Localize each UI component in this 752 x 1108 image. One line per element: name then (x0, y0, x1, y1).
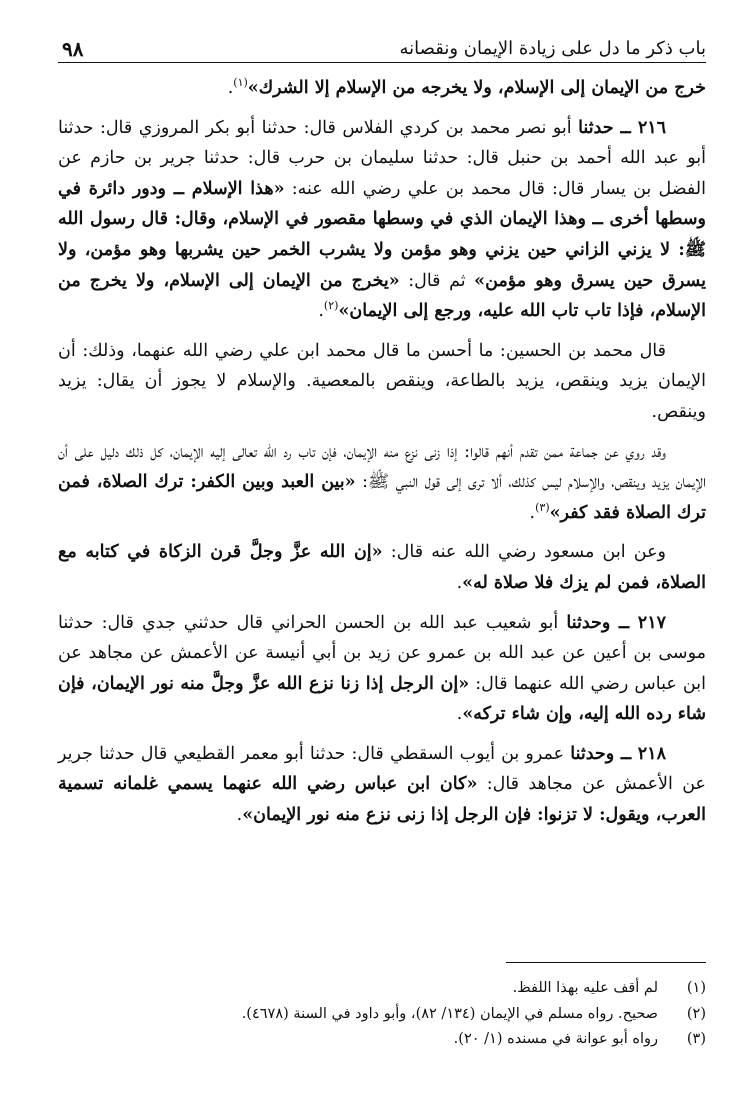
footnote (58, 976, 706, 1002)
footnote-number: (٣) (686, 1031, 706, 1047)
footnote-ref: (١) (233, 76, 248, 90)
hadith-quote: «هذا الإسلام ــ ودور دائرة في وسطها أخرى ــ وهذا الإيمان الذي في وسطها مقصور في الإسلام، وقال: قال رسول الله ﷺ: لا يزني الزاني حين يزني وهو مؤمن ولا يشرب الخمر حين يشربها وهو مؤمن، ولا يسرق حين يسرق وهو مؤمن» (58, 178, 707, 291)
commentary-paragraph: قال محمد بن الحسين: ما أحسن ما قال محمد ابن علي رضي الله عنهما، وذلك: أن الإيمان يزيد وينقص، يزيد بالطاعة، وينقص بالمعصية. والإسلام لا يجوز أن يقال: يزيد وينقص. (58, 340, 706, 422)
period: . (456, 704, 463, 725)
paragraph-text: وعن ابن مسعود رضي الله عنه قال: (382, 542, 666, 563)
hadith-218 (58, 739, 706, 831)
hadith-quote: «كان ابن عباس رضي الله عنهما يسمي غلمانه تسمية العرب، ويقول: لا تزنوا: فإن الرجل إذا زنى نزع منه نور الإيمان» (58, 774, 706, 826)
footnote (58, 1002, 706, 1028)
chain-text: أبو شعيب عبد الله بن الحسن الحراني قال حدثني جدي قال: حدثنا موسى بن أعين عن عبد الله بن عمرو عن زيد بن أبي أنيسة عن الأعمش عن مجاهد عن ابن عباس رضي الله عنهما قال: (58, 612, 706, 694)
hadith-216 (58, 113, 706, 327)
footnote-text: صحيح. رواه مسلم في الإيمان (١٣٤/ ٨٢)، وأبو داود في السنة (٤٦٧٨). (241, 1005, 658, 1022)
main-text (58, 73, 706, 831)
paragraph-text: وقد روي عن جماعة ممن تقدم أنهم قالوا: إذا زنى نزع منه الإيمان، فإن تاب رد الله تعالى إليه الإيمان، كل ذلك دليل على أن الإيمان يزيد وينقص، والإسلام ليس كذلك، ألا ترى إلى قول النبي ﷺ: (58, 441, 706, 493)
chapter-title: باب ذكر ما دل على زيادة الإيمان ونقصانه (399, 38, 706, 59)
footnote-text: لم أقف عليه بهذا اللفظ. (512, 980, 658, 996)
athar-paragraph (58, 537, 706, 598)
commentary-paragraph (58, 437, 706, 529)
chain-text: عمرو بن أيوب السقطي قال: حدثنا أبو معمر القطيعي قال حدثنا جرير عن الأعمش عن مجاهد قال: (58, 743, 706, 795)
hadith-number: ٢١٦ ــ حدثنا (578, 117, 667, 138)
footnote-number: (١) (686, 980, 706, 996)
footnote-number: (٢) (686, 1005, 706, 1022)
running-header (58, 28, 706, 63)
hadith-number: ٢١٨ ــ وحدثنا (570, 743, 666, 764)
chain-text: أبو نصر محمد بن كردي الفلاس قال: حدثنا أبو بكر المروزي قال: حدثنا أبو عبد الله أحمد بن حنبل قال: حدثنا سليمان بن حرب قال: حدثنا جرير بن حازم عن الفضل بن يسار قال: قال محمد بن علي رضي الله عنه: (58, 117, 706, 199)
footnote-separator (506, 962, 706, 963)
page-number: ٩٨ (62, 37, 84, 61)
hadith-quote: «يخرج من الإيمان إلى الإسلام، ولا يخرج من الإسلام، فإذا تاب تاب الله عليه، ورجع إلى الإيمان» (58, 270, 706, 322)
book-page (58, 28, 706, 1088)
period: . (529, 502, 536, 523)
footnotes (58, 976, 706, 1053)
period: . (318, 301, 324, 322)
footnote-text: رواه أبو عوانة في مسنده (١/ ٢٠). (453, 1031, 658, 1047)
hadith-217 (58, 608, 706, 730)
footnote-ref: (٢) (323, 299, 339, 313)
connector-text: ثم قال: (399, 270, 475, 291)
period: . (456, 572, 463, 593)
hadith-quote: «إن الرجل إذا زنا نزع الله عزَّ وجلَّ منه نور الإيمان، فإن شاء رده الله إليه، وإن شاء تركه» (58, 673, 706, 725)
hadith-quote: «بين العبد وبين الكفر: ترك الصلاة، فمن ترك الصلاة فقد كفر» (58, 472, 706, 523)
footnote-ref: (٣) (535, 500, 550, 514)
bold-quote: خرج من الإيمان إلى الإسلام، ولا يخرجه من الإسلام إلا الشرك» (247, 78, 706, 98)
athar-quote: «إن الله عزَّ وجلَّ قرن الزكاة في كتابه مع الصلاة، فمن لم يزك فلا صلاة له» (58, 542, 706, 593)
hadith-number: ٢١٧ ــ وحدثنا (566, 612, 666, 633)
period: . (227, 78, 234, 98)
footnote (58, 1027, 706, 1053)
period: . (236, 805, 243, 826)
paragraph-continuation (58, 73, 706, 104)
